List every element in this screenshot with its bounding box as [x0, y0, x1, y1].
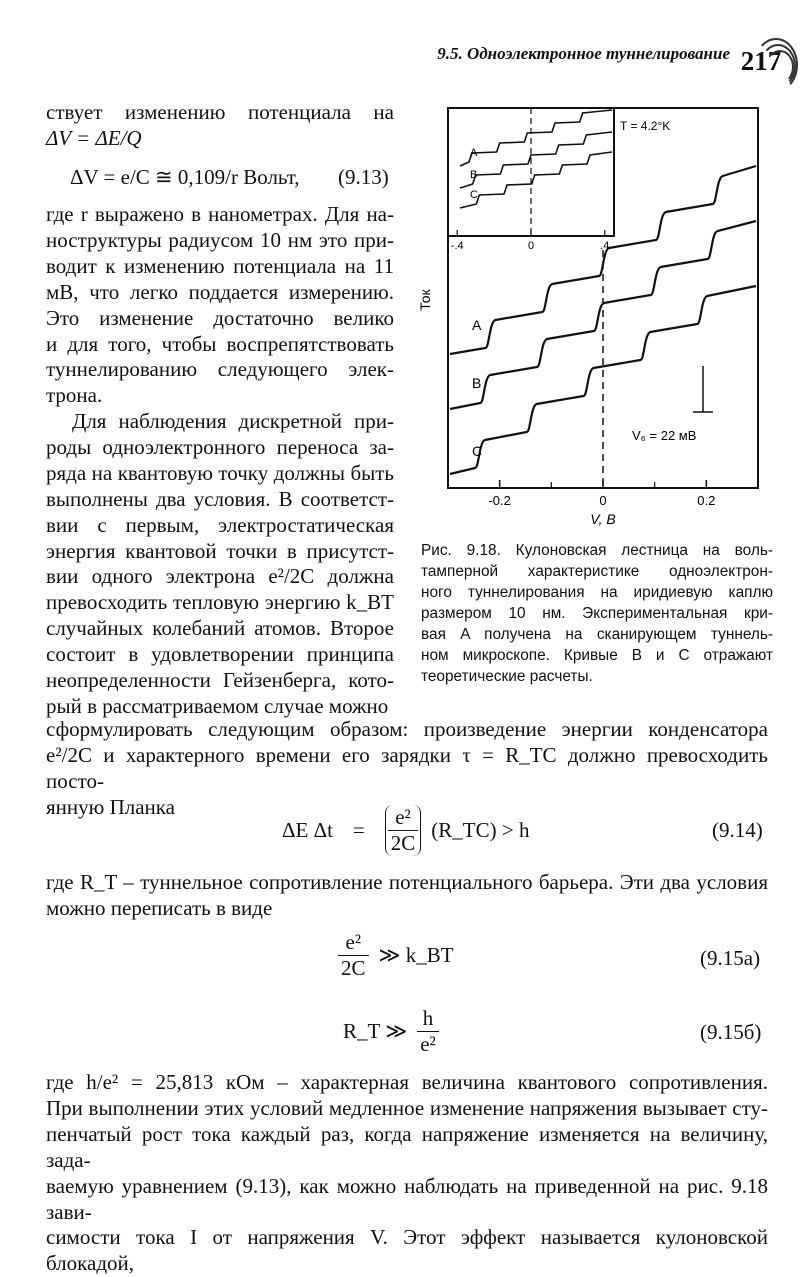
caption-line: Рис. 9.18. Кулоновская лестница на воль- [421, 542, 773, 559]
page-number-ornament [766, 50, 794, 84]
caption-line: теоретические расчеты. [421, 668, 593, 685]
figure-9-18 [410, 100, 770, 540]
equation-9-15b [343, 1006, 439, 1057]
text-line: трона. [46, 383, 103, 408]
inset-curve-label-c: C [470, 189, 478, 201]
equation-number: (9.14) [712, 818, 763, 842]
text-line: можно переписать в виде [46, 895, 273, 920]
curve-label-c: C [472, 443, 483, 459]
text-line: ΔV = ΔE/Q [46, 125, 142, 150]
text-line: вии с первым, электростатическая [46, 512, 394, 537]
text-line: Для наблюдения дискретной при- [72, 409, 394, 433]
text-line: превосходить тепловую энергию k_BT [46, 590, 394, 615]
inset-curve-label-b: B [470, 169, 478, 181]
text-line: сформулировать следующим образом: произведение энергии конденсатора [46, 717, 768, 741]
text-line: ряда на квантовую точку должны быть [46, 460, 394, 485]
curve-label-a: A [472, 317, 482, 333]
equation-rhs: (R_TC) > h [431, 817, 530, 842]
equation-number: (9.13) [338, 165, 389, 189]
x-axis-label: V, В [590, 511, 616, 527]
caption-line: ного туннелирования на иридиевую каплю [421, 584, 773, 601]
paragraph-3 [46, 870, 768, 922]
equation-rhs: ≫ k_BT [378, 943, 454, 967]
equation-lhs: R_T ≫ [343, 1019, 408, 1043]
figure-caption [421, 540, 773, 687]
text-line: симости тока I от напряжения V. Этот эффект называется кулоновской блокадой, [46, 1225, 768, 1276]
fraction-numerator: e² [338, 930, 369, 956]
text-line: где r выражено в нанометрах. Для на- [46, 202, 394, 226]
inset-x-tick-label: 0 [527, 240, 535, 252]
caption-line: ном микроскопе. Кривые B и C отражают [421, 647, 773, 664]
fraction-denominator: 2C [390, 830, 416, 855]
paragraph-1 [46, 202, 394, 409]
text-line: состоит в удовлетворении принципа [46, 642, 394, 667]
equation-9-13 [70, 165, 300, 190]
page-number [726, 36, 796, 92]
text-line: ваемую уравнением (9.13), как можно наблюдать на приведенной на рис. 9.18 зави- [46, 1173, 768, 1224]
fraction [385, 805, 422, 856]
step-annotation: V₆ = 22 мВ [632, 428, 697, 443]
caption-line: вая A получена на сканирующем туннель- [421, 626, 773, 643]
curve-label-b: B [472, 375, 482, 391]
text-line: и для того, чтобы воспрепятствовать [46, 331, 394, 356]
equation-9-15a [338, 930, 454, 981]
text-line: При выполнении этих условий медленное изменение напряжения вызывает сту- [46, 1095, 768, 1120]
fraction-numerator: h [417, 1006, 439, 1032]
text-line: мВ, что легко поддается измерению. [46, 279, 394, 304]
equation-equals: = [352, 817, 365, 842]
equation-lhs: ΔE Δt [282, 817, 333, 842]
fraction-denominator: e² [420, 1032, 436, 1056]
text-line: ноструктуры радиусом 10 нм это при- [46, 227, 394, 252]
running-title: 9.5. Одноэлектронное туннелирование [437, 44, 730, 63]
x-tick-label: 0 [599, 493, 607, 508]
fraction [338, 930, 369, 981]
fraction-numerator: e² [388, 805, 419, 831]
text-line: ствует изменению потенциала на [46, 100, 394, 124]
page-number-text: 217 [740, 46, 782, 76]
fraction-denominator: 2C [341, 956, 366, 980]
text-line: янную Планка [46, 794, 175, 819]
text-line: случайных колебаний атомов. Второе [46, 616, 394, 641]
inset-x-tick-label: .4 [600, 240, 610, 252]
text-line: рый в рассматриваемом случае можно [46, 693, 389, 718]
paragraph-4 [46, 1070, 768, 1277]
text-line: выполнены два условия. В соответст- [46, 486, 394, 511]
fraction [417, 1006, 439, 1057]
y-axis-label: Ток [417, 289, 433, 311]
equation-text: ΔV = e/C ≅ 0,109/r Вольт, [70, 165, 300, 189]
inset-x-tick-label: -.4 [450, 240, 464, 252]
text-line: роды одноэлектронного переноса за- [46, 434, 394, 459]
x-tick-label: 0.2 [697, 493, 716, 508]
equation-9-14 [282, 800, 529, 860]
left-top-text [46, 100, 394, 152]
caption-line: размером 10 нм. Экспериментальная кри- [421, 605, 773, 622]
text-line: вии одного электрона e²/2C должна [46, 564, 394, 589]
text-line: энергия квантовой точки в присутст- [46, 538, 394, 563]
text-line: пенчатый рост тока каждый раз, когда напряжение изменяется на величину, зада- [46, 1121, 768, 1172]
inset-temperature-label: T = 4.2°K [620, 119, 671, 133]
text-line: Это изменение достаточно велико [46, 305, 394, 330]
equation-number: (9.15б) [700, 1020, 762, 1044]
text-line: где R_T – туннельное сопротивление потенциального барьера. Эти два условия [46, 870, 768, 894]
text-line: неопределенности Гейзенберга, кото- [46, 668, 394, 693]
text-line: туннелированию следующего элек- [46, 357, 394, 382]
caption-line: тамперной характеристике одноэлектрон- [421, 563, 773, 580]
text-line: e²/2C и характерного времени его зарядки τ = R_TC должно превосходить посто- [46, 742, 768, 793]
text-line: водит к изменению потенциала на 11 [46, 253, 394, 278]
equation-number: (9.15а) [700, 946, 761, 970]
inset-curve-label-a: A [470, 147, 478, 159]
paragraph-2 [46, 409, 394, 720]
text-line: где h/e² = 25,813 кОм – характерная величина квантового сопротивления. [46, 1070, 768, 1094]
x-tick-label: -0.2 [488, 493, 511, 508]
